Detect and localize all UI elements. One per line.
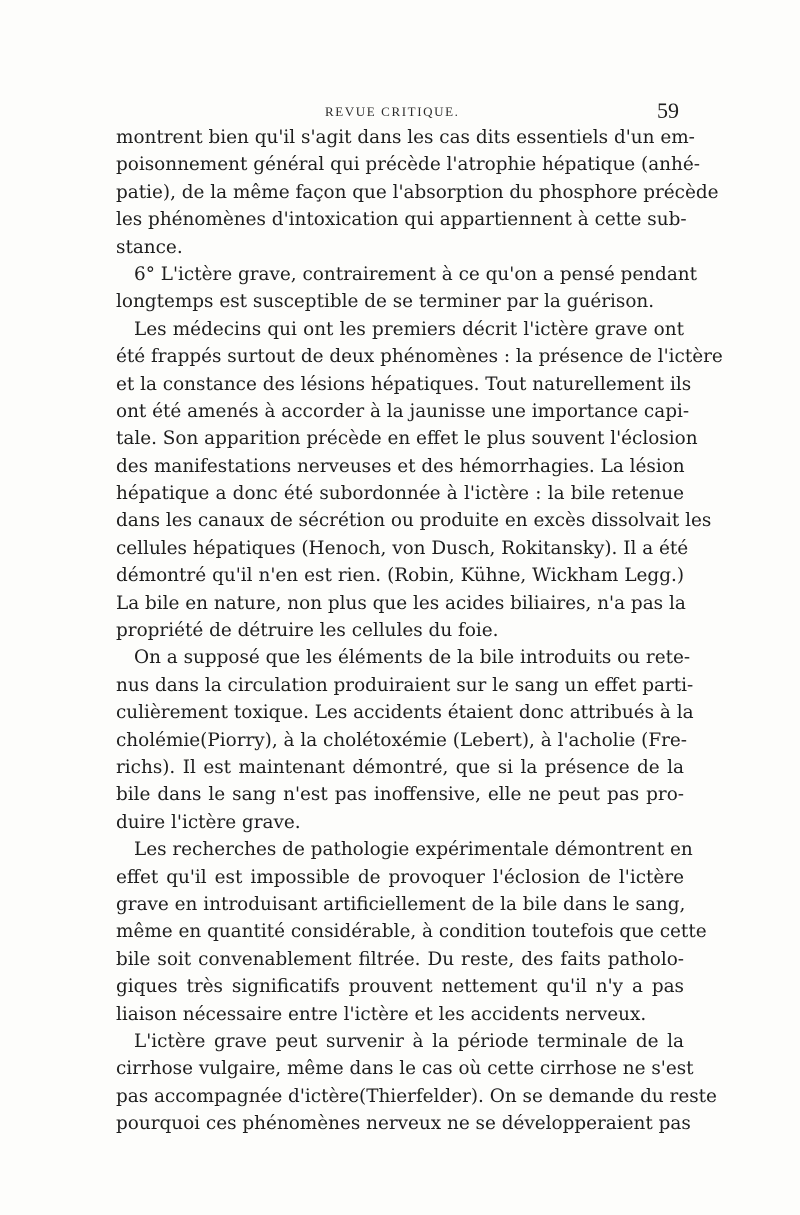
text-line: pas accompagnée d'ictère(Thierfelder). On se demande du reste	[116, 1085, 717, 1107]
text-line: montrent bien qu'il s'agit dans les cas dits essentiels d'un em-	[116, 127, 695, 148]
text-line: Les médecins qui ont les premiers décrit l'ictère grave ont	[134, 318, 684, 340]
text-line: patie), de la même façon que l'absorption du phosphore précède	[116, 181, 719, 203]
text-line: dans les canaux de sécrétion ou produite en excès dissolvait les	[116, 510, 712, 532]
text-line: hépatique a donc été subordonnée à l'ictère : la bile retenue	[116, 483, 684, 505]
text-line: liaison nécessaire entre l'ictère et les accidents nerveux.	[116, 1003, 647, 1025]
text-line: L'ictère grave peut survenir à la période terminale de la	[134, 1030, 684, 1052]
text-line: longtemps est susceptible de se terminer par la guérison.	[116, 291, 655, 313]
paragraph	[116, 836, 707, 1028]
text-line: giques très significatifs prouvent nettement qu'il n'y a pas	[116, 976, 684, 998]
text-line: richs). Il est maintenant démontré, que si la présence de la	[116, 756, 684, 778]
text-line: La bile en nature, non plus que les acides biliaires, n'a pas la	[116, 592, 686, 614]
text-line: démontré qu'il n'en est rien. (Robin, Kühne, Wickham Legg.)	[116, 565, 684, 587]
text-line: propriété de détruire les cellules du foie.	[116, 620, 499, 642]
text-line: et la constance des lésions hépatiques. Tout naturellement ils	[116, 373, 692, 395]
text-line: effet qu'il est impossible de provoquer l'éclosion de l'ictère	[116, 866, 684, 888]
text-line: cholémie(Piorry), à la cholétoxémie (Lebert), à l'acholie (Fre-	[116, 729, 687, 751]
text-line: Les recherches de pathologie expérimentale démontrent en	[134, 839, 693, 861]
text-line: poisonnement général qui précède l'atrophie hépatique (anhé-	[116, 154, 700, 176]
page-number: 59	[657, 98, 679, 123]
running-head	[0, 98, 800, 122]
paragraph	[116, 124, 719, 261]
paragraph	[116, 644, 694, 836]
text-line: été frappés surtout de deux phénomènes : la présence de l'ictère	[116, 346, 723, 368]
text-line: ont été amenés à accorder à la jaunisse une importance capi-	[116, 400, 690, 422]
text-line: grave en introduisant artificiellement de la bile dans le sang,	[116, 893, 686, 915]
text-line: nus dans la circulation produiraient sur le sang un effet parti-	[116, 674, 694, 696]
text-line: bile dans le sang n'est pas inoffensive, elle ne peut pas pro-	[116, 784, 684, 806]
text-line: cellules hépatiques (Henoch, von Dusch, Rokitansky). Il a été	[116, 537, 689, 559]
text-line: cirrhose vulgaire, même dans le cas où cette cirrhose ne s'est	[116, 1058, 694, 1080]
text-line: pourquoi ces phénomènes nerveux ne se développeraient pas	[116, 1113, 691, 1135]
text-line: 6° L'ictère grave, contrairement à ce qu'on a pensé pendant	[134, 263, 698, 285]
text-line: tale. Son apparition précède en effet le plus souvent l'éclosion	[116, 428, 698, 450]
text-line: des manifestations nerveuses et des hémorrhagies. La lésion	[116, 455, 685, 477]
paragraph	[116, 1028, 717, 1138]
running-title: REVUE CRITIQUE.	[325, 104, 460, 119]
text-line: les phénomènes d'intoxication qui appartiennent à cette sub-	[116, 209, 687, 231]
paragraph	[116, 316, 723, 645]
text-line: duire l'ictère grave.	[116, 811, 301, 833]
text-line: On a supposé que les éléments de la bile introduits ou rete-	[134, 647, 691, 669]
body-text	[116, 124, 723, 1137]
text-line: bile soit convenablement filtrée. Du reste, des faits patholo-	[116, 948, 684, 970]
text-line: stance.	[116, 236, 183, 258]
text-line: même en quantité considérable, à condition toutefois que cette	[116, 921, 707, 943]
text-line: culièrement toxique. Les accidents étaient donc attribués à la	[116, 702, 694, 724]
paragraph	[116, 261, 698, 316]
